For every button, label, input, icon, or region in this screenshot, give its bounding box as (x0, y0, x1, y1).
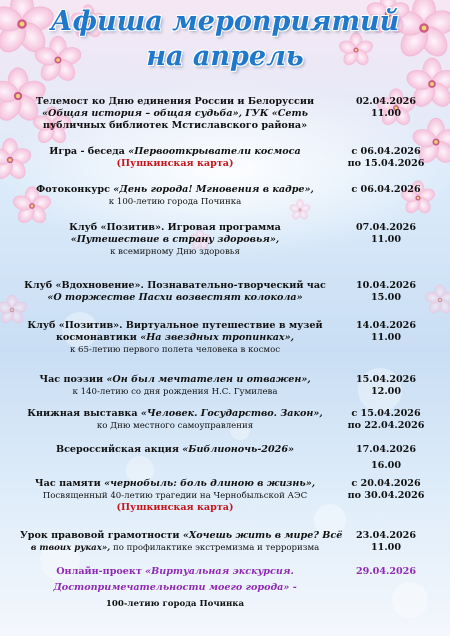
event-7-date: 15.04.2026 (355, 374, 417, 385)
event-8-date-start: с 15.04.2026 (351, 408, 421, 419)
event-12-note: 100-летию города Починка (105, 599, 245, 609)
event-10-note: Посвященный 40-летию трагедии на Чернобыльской АЭС (42, 491, 308, 501)
event-4-date: 07.04.2026 (355, 222, 417, 233)
event-6-date: 14.04.2026 (355, 320, 417, 331)
event-7-time: 12.00 (370, 386, 402, 397)
event-8-label: Книжная выставка (27, 408, 141, 419)
event-8-note: ко Дню местного самоуправления (96, 421, 254, 431)
event-11-time: 11.00 (370, 542, 402, 553)
event-12-label: Онлайн-проект (56, 566, 146, 577)
event-2-label: Игра - беседа (49, 146, 129, 157)
event-3-line-1 (20, 184, 330, 196)
event-5-date: 10.04.2026 (355, 280, 417, 291)
event-3-note: к 100-летию города Починка (108, 197, 242, 207)
event-5-line-1: Клуб «Вдохновение». Познавательно-творческий час (24, 280, 326, 291)
event-12-line-1 (20, 566, 330, 578)
event-9-label: Всероссийская акция (55, 444, 183, 455)
event-11-name: «Хочешь жить в мире? Всё (182, 530, 343, 541)
event-7-line-1 (20, 374, 330, 386)
event-6-line-1: Клуб «Позитив». Виртуальное путешествие в музей (27, 320, 323, 331)
event-3-date: с 06.04.2026 (351, 184, 421, 195)
event-5-time: 15.00 (370, 292, 402, 303)
event-9-name: «Библионочь-2026» (182, 444, 295, 455)
event-9-line-1 (20, 444, 330, 456)
event-11-line-1 (20, 530, 343, 542)
event-1-line-1: Телемост ко Дню единения России и Белоруссии (35, 96, 315, 107)
event-6-label: космонавтики (56, 332, 141, 343)
event-10-date-end: по 30.04.2026 (347, 490, 425, 501)
event-6-note: к 65-летию первого полета человека в космос (69, 345, 281, 355)
event-9-time: 16.00 (370, 460, 402, 471)
event-1-time: 11.00 (370, 108, 402, 119)
event-6-line-2 (20, 332, 330, 344)
event-1-date: 02.04.2026 (355, 96, 417, 107)
event-2-pushkin-card-tag: (Пушкинская карта) (116, 158, 234, 169)
event-11-label: Урок правовой грамотности (20, 530, 183, 541)
poster-title-line1: Афиша мероприятий (50, 6, 400, 37)
event-2-date-end: по 15.04.2026 (347, 158, 425, 169)
event-8-name: «Человек. Государство. Закон», (140, 408, 323, 419)
event-12-line-2: Достопримечательности моего города» - (53, 582, 297, 593)
event-4-line-2: «Путешествие в страну здоровья», (70, 234, 280, 245)
event-3-label: Фотоконкурс (36, 184, 114, 195)
event-6-time: 11.00 (370, 332, 402, 343)
event-11-name-cont: в твоих руках», (30, 543, 111, 553)
event-4-time: 11.00 (370, 234, 402, 245)
event-7-name: «Он был мечтателен и отважен», (106, 374, 311, 385)
event-4-note: к всемирному Дню здоровья (110, 247, 240, 257)
event-11-date: 23.04.2026 (355, 530, 417, 541)
event-11-note: по профилактике экстремизма и терроризма (110, 543, 320, 553)
event-6-name: «На звездных тропинках», (140, 332, 294, 343)
event-4-line-1: Клуб «Позитив». Игровая программа (69, 222, 281, 233)
event-9-date: 17.04.2026 (355, 444, 417, 455)
event-2-name: «Первооткрыватели космоса (128, 146, 301, 157)
event-8-line-1 (20, 408, 330, 420)
event-10-label: Час памяти (34, 478, 105, 489)
event-7-note: к 140-летию со дня рождения Н.С. Гумилева (72, 387, 278, 397)
event-3-name: «День города! Мгновения в кадре», (113, 184, 314, 195)
event-8-date-end: по 22.04.2026 (347, 420, 425, 431)
event-10-pushkin-card-tag: (Пушкинская карта) (116, 502, 234, 513)
event-12-date: 29.04.2026 (355, 566, 417, 577)
event-2-date-start: с 06.04.2026 (351, 146, 421, 157)
event-1-line-2: «Общая история – общая судьба», ГУК «Сеть (41, 108, 308, 119)
event-7-label: Час поэзии (39, 374, 107, 385)
event-12-name: «Виртуальная экскурсия. (145, 566, 294, 577)
poster-title-line2: на апрель (146, 41, 304, 72)
event-5-line-2: «О торжестве Пасхи возвестят колокола» (47, 292, 303, 303)
event-10-date-start: с 20.04.2026 (351, 478, 421, 489)
event-10-name: «чернобыль: боль длиною в жизнь», (104, 478, 316, 489)
event-1-line-3: публичных библиотек Мстиславского района» (42, 120, 308, 131)
event-11-line-2 (20, 542, 330, 554)
event-2-line-1 (20, 146, 330, 158)
event-10-line-1 (20, 478, 330, 490)
